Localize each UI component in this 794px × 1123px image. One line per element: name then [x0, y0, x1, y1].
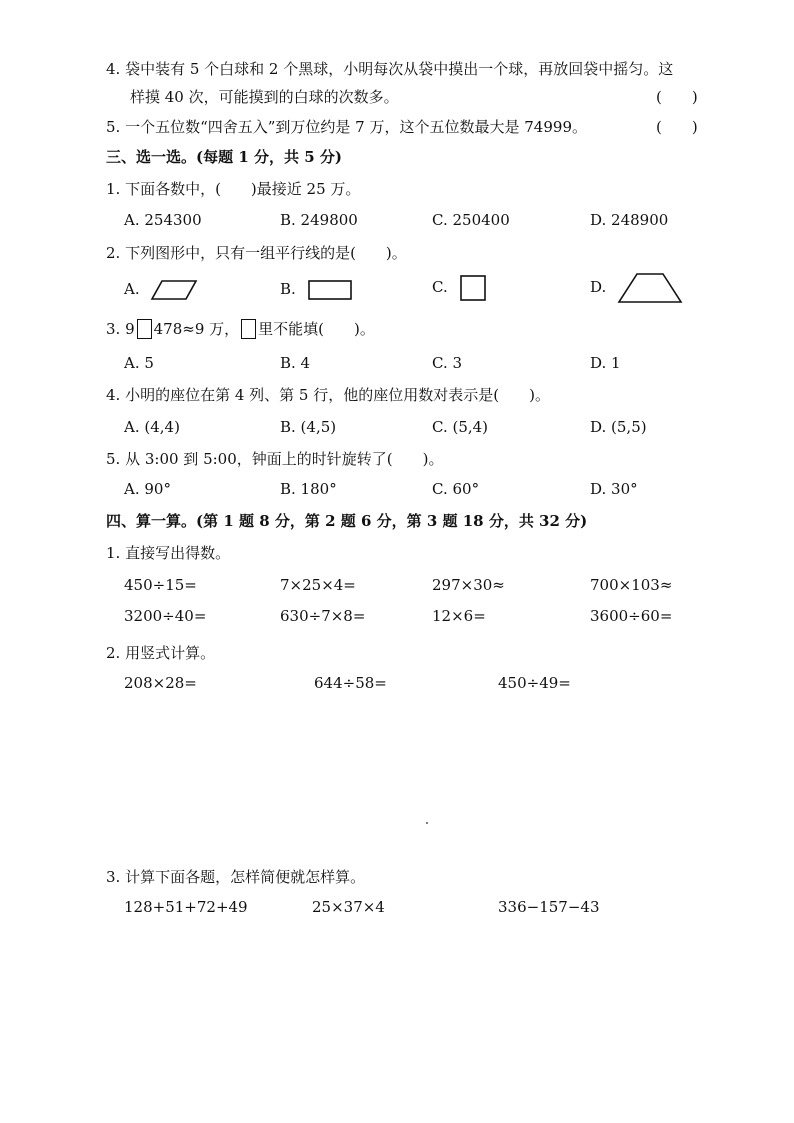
s3-q3-option-d[interactable]: D. 1 — [590, 354, 621, 372]
s3-q3-option-b[interactable]: B. 4 — [280, 354, 311, 372]
s3-q2-option-d[interactable] — [590, 272, 683, 304]
s3-q3-stem — [106, 318, 375, 340]
s3-q2-option-b-label: B. — [280, 280, 296, 298]
s3-q2-option-a-label: A. — [124, 280, 140, 298]
s3-q1-option-b[interactable]: B. 249800 — [280, 211, 358, 229]
s3-q5-stem: 5. 从 3:00 到 5:00，钟面上的时针旋转了( )。 — [106, 450, 444, 468]
s3-q4-option-a[interactable]: A. (4,4) — [124, 418, 180, 436]
s3-q4-option-d[interactable]: D. (5,5) — [590, 418, 647, 436]
judge-q5-answer-paren[interactable]: ( ) — [656, 118, 698, 136]
s4-q1-item: 7×25×4= — [280, 576, 356, 594]
judge-q5: 5. 一个五位数“四舍五入”到万位约是 7 万，这个五位数最大是 74999。 — [106, 118, 587, 136]
judge-q4-line1: 4. 袋中装有 5 个白球和 2 个黑球，小明每次从袋中摸出一个球，再放回袋中摇匀。这 — [106, 60, 674, 78]
s3-q2-option-d-label: D. — [590, 278, 607, 296]
s3-q4-stem: 4. 小明的座位在第 4 列、第 5 行，他的座位用数对表示是( )。 — [106, 386, 550, 404]
s4-q2-item: 208×28= — [124, 674, 197, 692]
s3-q2-stem: 2. 下列图形中，只有一组平行线的是( )。 — [106, 244, 407, 262]
judge-q4-line2: 样摸 40 次，可能摸到的白球的次数多。 — [130, 88, 399, 106]
trapezoid-icon — [617, 272, 683, 304]
s3-q3-stem-c: 里不能填( )。 — [258, 320, 375, 338]
s3-q1-option-a[interactable]: A. 254300 — [124, 211, 202, 229]
stray-dot — [426, 822, 428, 824]
square-icon — [459, 274, 487, 302]
s3-q5-option-a[interactable]: A. 90° — [124, 480, 171, 498]
s4-q2-item: 644÷58= — [314, 674, 387, 692]
s4-q1-item: 630÷7×8= — [280, 607, 366, 625]
s3-q5-option-d[interactable]: D. 30° — [590, 480, 638, 498]
s3-q4-option-c[interactable]: C. (5,4) — [432, 418, 489, 436]
s3-q4-option-b[interactable]: B. (4,5) — [280, 418, 337, 436]
s4-q1-item: 700×103≈ — [590, 576, 673, 594]
s4-q3-item: 336−157−43 — [498, 898, 600, 916]
s3-q5-option-c[interactable]: C. 60° — [432, 480, 480, 498]
blank-box[interactable] — [137, 319, 152, 339]
s4-q1-stem: 1. 直接写出得数。 — [106, 544, 231, 562]
s3-q1-option-d[interactable]: D. 248900 — [590, 211, 669, 229]
section3-title: 三、选一选。(每题 1 分，共 5 分) — [106, 148, 342, 166]
s4-q1-item: 297×30≈ — [432, 576, 505, 594]
s3-q5-option-b[interactable]: B. 180° — [280, 480, 337, 498]
s4-q1-item: 12×6= — [432, 607, 486, 625]
s4-q3-item: 128+51+72+49 — [124, 898, 248, 916]
s3-q2-option-c-label: C. — [432, 278, 448, 296]
s4-q1-item: 450÷15= — [124, 576, 197, 594]
blank-box-ref — [241, 319, 256, 339]
s3-q3-stem-b: 478≈9 万， — [153, 320, 240, 338]
s4-q1-item: 3200÷40= — [124, 607, 207, 625]
s4-q3-stem: 3. 计算下面各题，怎样简便就怎样算。 — [106, 868, 366, 886]
section4-title: 四、算一算。(第 1 题 8 分，第 2 题 6 分，第 3 题 18 分，共 32 分) — [106, 512, 588, 530]
parallelogram-icon — [150, 279, 198, 301]
s3-q3-stem-a: 3. 9 — [106, 320, 135, 338]
s3-q3-option-a[interactable]: A. 5 — [124, 354, 154, 372]
s4-q2-item: 450÷49= — [498, 674, 571, 692]
s4-q3-item: 25×37×4 — [312, 898, 385, 916]
s3-q2-option-b[interactable] — [280, 278, 353, 301]
rectangle-icon — [307, 279, 353, 301]
s4-q2-stem: 2. 用竖式计算。 — [106, 644, 216, 662]
s3-q1-option-c[interactable]: C. 250400 — [432, 211, 510, 229]
s4-q1-item: 3600÷60= — [590, 607, 673, 625]
s3-q2-option-a[interactable] — [124, 278, 198, 301]
s3-q1-stem: 1. 下面各数中，( )最接近 25 万。 — [106, 180, 361, 198]
s3-q2-option-c[interactable] — [432, 274, 487, 302]
s3-q3-option-c[interactable]: C. 3 — [432, 354, 463, 372]
judge-q4-answer-paren[interactable]: ( ) — [656, 88, 698, 106]
